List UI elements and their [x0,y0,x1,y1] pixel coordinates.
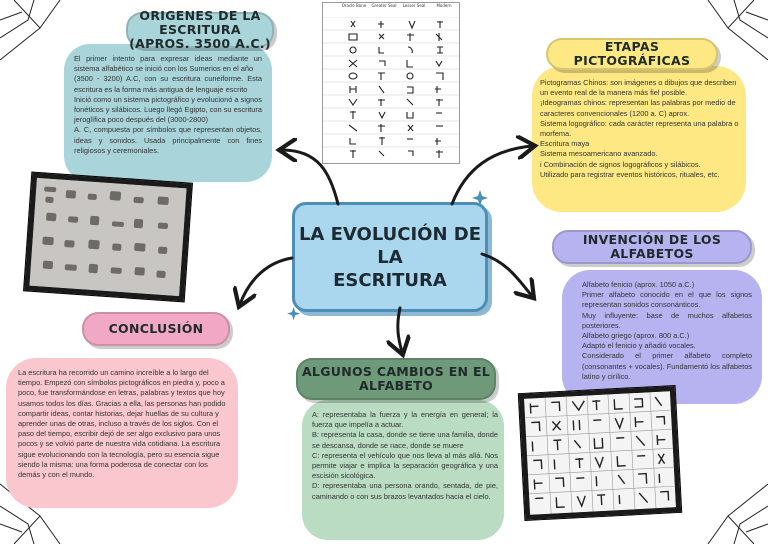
arrow-to-alfabetos [482,254,532,296]
alfabetos-line: Alfabeto griego (aprox. 800 a.C.) [582,331,690,341]
cambios-line: A: representaba la fuerza y la energía en general; la fuerza que impelía a actuar. [312,410,498,430]
etapas-line: Sistema mesoamericano avanzado. [540,149,658,159]
arrow-to-cambios [398,308,402,352]
alfabetos-line: Considerado el primer alfabeto completo (consonantes + vocales). Fundamentó los alfabetos latino y cirílico. [582,351,752,381]
alfabetos-line: Muy influyente: base de muchos alfabetos posteriores. [582,310,752,330]
etapas-title-text: ETAPAS PICTOGRÁFICAS [573,39,691,68]
alfabetos-title-text: INVENCIÓN DE LOS ALFABETOS [582,232,722,261]
origenes-line: (3500 - 3200) A.C, con su escritura cuneiforme. Esta escritura es la forma más antigua de lenguaje escrito [74,74,262,94]
alfabetos-line: Adaptó el fenicio y añadió vocales. [582,341,696,351]
table-header: Modern [436,3,452,8]
etapas-line: ¡Ideogramas chinos: representan las palabras por medio de caracteres convencionales (1200 a. C) aprox. [540,98,736,118]
center-title-line: ESCRITURA [333,269,447,291]
origenes-title-line1: ORIGENES DE LA ESCRITURA [139,8,261,37]
origenes-line: Inició como un sistema pictográfico y evolucionó a signos fonéticos y silábicos. Luego llegó Egipto, con su escritura jeroglífica poco después del (3000-2800) [74,94,262,125]
cambios-line: D: representaba una persona orando, sentada, de pie, caminando o con sus brazos levantados hacia el cielo. [312,481,498,501]
origenes-line: El primer intento para expresar ideas mediante un sistema alfabético se inició con los Sumerios en el año [74,54,262,74]
center-title-line: LA EVOLUCIÓN DE [298,223,482,245]
etapas-line: Escritura maya [540,139,590,149]
arrow-to-etapas [452,146,532,204]
arrow-to-conclusion [240,258,292,304]
etapas-line: Utilizado para registrar eventos históricos, rituales, etc. [540,169,720,179]
cambios-title-line1: ALGUNOS CAMBIOS EN EL [301,364,491,379]
table-header: Greater Seal [371,3,397,8]
alfabetos-line: Primer alfabeto conocido en el que los signos representan sonidos consonánticos. [582,290,752,310]
conclusion-paragraph: La escritura ha recorrido un camino increíble a lo largo del tiempo. Empezó con símbolos pictográficos en piedra y, poco a poco, fue transformándose en letras, palabras y textos que hoy usamos todos los días. Gracias a ella, las personas han podido compartir ideas, contar historias, dejar huellas de su cultura y aprender unas de otras, incluso a través de los siglos. Con el paso del tiempo, escribir dejó de ser algo exclusivo para unos pocos y se volvió parte de nuestra vida cotidiana. La escritura sigue evolucionando con la tecnología, pero su esencia sigue siendo la misma: una forma poderosa de conectar con los demás y con el mundo. [18,368,226,480]
conclusion-title-text: CONCLUSIÓN [108,321,204,336]
center-title-line: LA [377,246,403,268]
cambios-line: B: representa la casa, donde se tiene una familia, donde se descansa, donde se nace, donde se muere [312,430,498,450]
cambios-title-line2: ALFABETO [358,378,434,393]
arrow-to-origenes [282,150,338,204]
cambios-line: C: representa el vehículo que nos lleva al más allá. Nos permite viajar e implica la separación geográfica y una escisión sicológica. [312,450,498,481]
etapas-line: Sistema logográfico: cada carácter representa una palabra o morfema. [540,118,739,139]
alfabetos-line: Alfabeto fenicio (aprox. 1050 a.C.) [582,280,695,289]
table-header: Oracle Bone [341,3,367,8]
table-header: Lesser Seal [402,3,426,8]
origenes-title-line2: (APROS. 3500 A.C.) [129,36,271,51]
etapas-line: i Combinación de signos logográficos y silábicos. [540,159,701,169]
etapas-line: Pictogramas Chinos: son imágenes o dibujos que describen un evento real de la manera más fiel posible. [540,78,737,98]
origenes-line: A. C, compuesta por símbolos que representan objetos, ideas y sonidos. Usada principalmente con fines religiosos y ceremoniales. [74,125,262,155]
